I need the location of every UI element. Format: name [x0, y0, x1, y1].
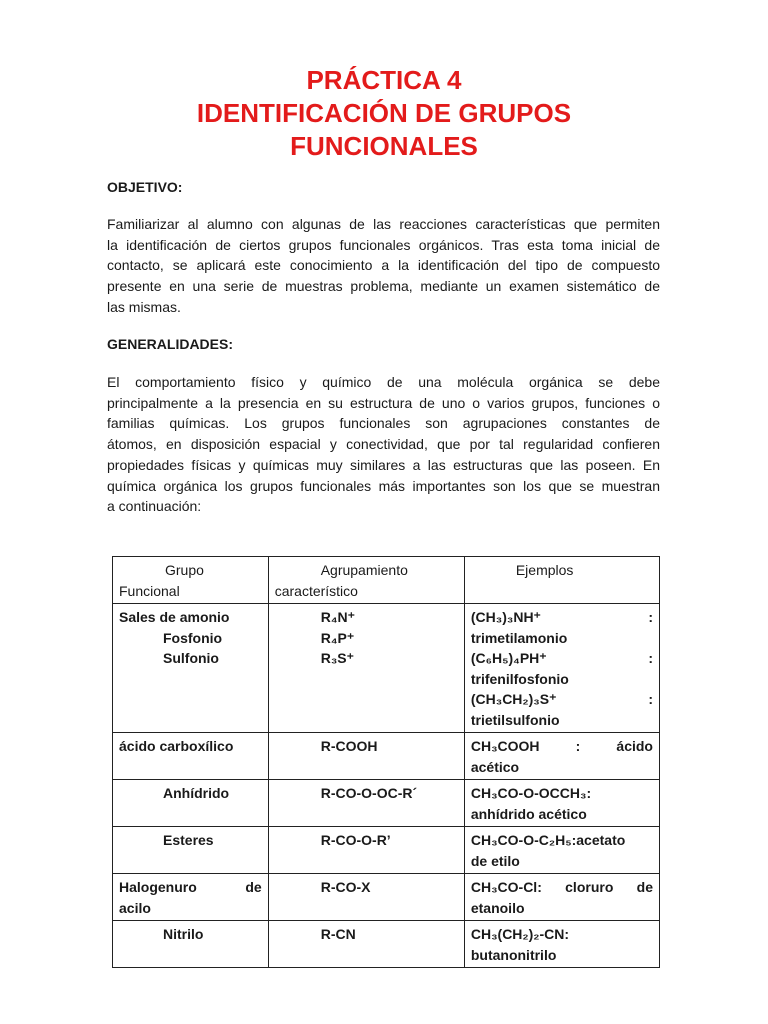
header-examples: Ejemplos [515, 562, 574, 578]
example-formula: CH₃CO-O-OCCH₃: [470, 785, 592, 801]
document-title [100, 64, 668, 163]
functional-groups-table [112, 556, 660, 968]
group-word: de [245, 879, 262, 895]
example-name: trietilsulfonio [470, 711, 560, 728]
table-row [113, 604, 660, 733]
generalities-paragraph [107, 372, 660, 517]
example-separator: : [575, 738, 581, 754]
header-cell-group [113, 557, 269, 604]
example-name: etanoilo [470, 899, 525, 916]
formula: R-CO-X [320, 879, 371, 895]
group-cell [113, 780, 269, 827]
table-row [113, 733, 660, 780]
example-cell [464, 921, 659, 968]
generalities-line: principalmente a la presencia en su estructura de uno o varios grupos, funciones o [107, 394, 660, 411]
objective-line: contacto, se aplicará este conocimiento a la identificación del tipo de compuesto [107, 257, 660, 274]
group-name: Esteres [163, 832, 214, 848]
example-line [471, 877, 653, 898]
example-separator: : [648, 650, 653, 666]
formula: R-COOH [320, 738, 378, 754]
objective-line: presente en una serie de muestras problema, mediante un examen sistemático de [107, 278, 660, 295]
group-cell [113, 874, 269, 921]
example-line [471, 607, 653, 628]
group-name: Halogenuro [119, 879, 197, 895]
formula-cell [268, 780, 464, 827]
group-name: Nitrilo [163, 926, 204, 942]
example-formula: (CH₃CH₂)₃S⁺ [470, 691, 557, 707]
objective-heading: OBJETIVO: [107, 179, 183, 195]
example-line [471, 689, 653, 710]
objective-line: la identificación de ciertos grupos funcionales orgánicos. Tras esta toma inicial de [107, 236, 660, 253]
group-name: ácido carboxílico [119, 738, 234, 754]
example-name: butanonitrilo [470, 946, 557, 963]
generalities-line: propiedades físicas y químicas muy similares a las estructuras que las poseen. En [107, 456, 660, 473]
title-line-1: PRÁCTICA 4 [306, 65, 462, 95]
table-row [113, 780, 660, 827]
header-cell-pattern [268, 557, 464, 604]
example-line [471, 736, 653, 757]
example-word: de [636, 879, 653, 895]
group-name: Sales de amonio [119, 609, 230, 625]
generalities-line: a continuación: [107, 498, 202, 515]
title-line-2: IDENTIFICACIÓN DE GRUPOS [196, 98, 572, 128]
example-name: acético [470, 758, 520, 775]
example-line [471, 648, 653, 669]
objective-paragraph [107, 214, 660, 318]
example-formula: (CH₃)₃NH⁺ [470, 609, 541, 625]
example-word: ácido [616, 738, 653, 754]
header-pattern-line2: característico [274, 582, 358, 599]
group-cell [113, 921, 269, 968]
generalities-heading: GENERALIDADES: [107, 336, 234, 352]
example-formula: CH₃COOH [470, 738, 540, 754]
objective-line: Familiarizar al alumno con algunas de las reacciones características que permiten [107, 216, 660, 232]
example-separator: : [648, 691, 653, 707]
group-cell [113, 733, 269, 780]
header-group-line1: Grupo [165, 562, 204, 578]
formula-cell [268, 921, 464, 968]
formula-cell [268, 604, 464, 733]
formula: R-CN [320, 926, 356, 942]
formula: R₄P⁺ [320, 629, 355, 646]
generalities-line: El comportamiento físico y químico de una molécula orgánica se debe [107, 374, 660, 390]
example-cell [464, 780, 659, 827]
formula-cell [268, 733, 464, 780]
example-formula: CH₃(CH₂)₂-CN: [470, 926, 570, 942]
group-cell [113, 827, 269, 874]
table-row [113, 921, 660, 968]
example-cell [464, 733, 659, 780]
example-cell [464, 874, 659, 921]
formula: R-CO-O-R’ [320, 832, 391, 848]
header-pattern-line1: Agrupamiento [320, 562, 408, 578]
example-word: cloruro [565, 879, 614, 895]
group-cell [113, 604, 269, 733]
example-separator: : [648, 609, 653, 625]
table-row [113, 827, 660, 874]
example-formula: CH₃CO-Cl: [470, 879, 542, 895]
example-name: anhídrido acético [470, 805, 587, 822]
example-formula: (C₆H₅)₄PH⁺ [470, 650, 547, 666]
example-name: de etilo [470, 852, 520, 869]
group-name: Sulfonio [163, 650, 219, 666]
generalities-line: familias químicas. Los grupos funcionales son agrupaciones constantes de [107, 415, 660, 432]
formula-cell [268, 874, 464, 921]
formula: R₄N⁺ [320, 609, 355, 625]
generalities-line: átomos, en disposición espacial y conectividad, que por tal regularidad confieren [107, 436, 660, 453]
formula: R-CO-O-OC-R´ [320, 785, 418, 801]
header-group-line2: Funcional [119, 582, 180, 599]
group-name: Anhídrido [163, 785, 230, 801]
table-header-row [113, 557, 660, 604]
example-cell [464, 604, 659, 733]
header-cell-examples [464, 557, 659, 604]
group-name: Fosfonio [163, 629, 223, 646]
objective-line: las mismas. [107, 298, 181, 315]
example-cell [464, 827, 659, 874]
formula-cell [268, 827, 464, 874]
group-name: acilo [119, 899, 151, 916]
generalities-line: química orgánica los grupos funcionales más importantes son los que se muestran [107, 477, 660, 494]
table-row [113, 874, 660, 921]
formula: R₃S⁺ [320, 650, 355, 666]
example-name: trimetilamonio [470, 629, 568, 646]
group-line [119, 877, 262, 898]
example-formula: CH₃CO-O-C₂H₅:acetato [470, 832, 626, 848]
example-name: trifenilfosfonio [470, 670, 569, 687]
title-line-3: FUNCIONALES [290, 131, 478, 161]
